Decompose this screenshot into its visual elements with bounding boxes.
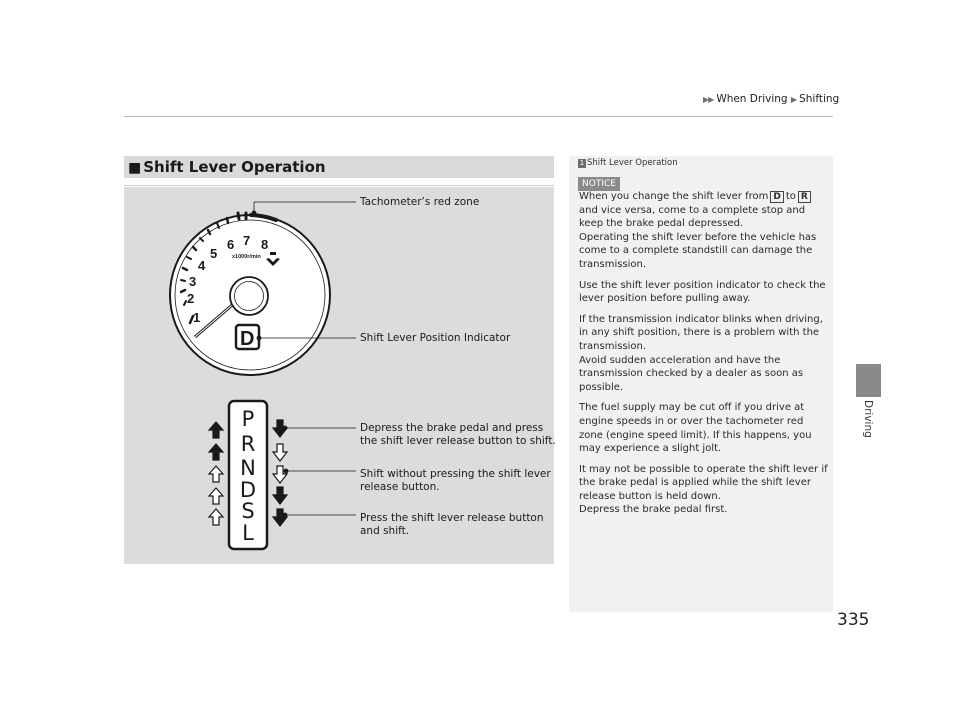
arrow-up-filled-icon xyxy=(209,444,223,460)
callout-line: and shift. xyxy=(360,525,410,537)
callout-brake-shift xyxy=(360,422,556,448)
arrow-down-filled-icon xyxy=(273,420,287,437)
arrow-up-outline-icon xyxy=(209,509,223,525)
gauge-number: 1 xyxy=(193,310,201,325)
gauge-number: 5 xyxy=(210,246,218,261)
chapter-label: Driving xyxy=(862,400,874,438)
shift-gate-letters xyxy=(240,407,256,545)
callout-red-zone: Tachometer’s red zone xyxy=(360,196,480,208)
section-title-text: Shift Lever Operation xyxy=(143,158,326,176)
gauge-unit-label: x1000r/min xyxy=(232,254,261,260)
paragraph: Use the shift lever position indicator to check the lever position before pulling away. xyxy=(579,279,826,305)
arrow-up-filled-icon xyxy=(209,422,223,438)
arrow-up-outline-icon xyxy=(209,466,223,482)
gauge-number: 4 xyxy=(198,258,206,273)
paragraph: If the transmission indicator blinks when driving, in any shift position, there is a problem with the transmission. xyxy=(579,313,823,352)
key-d-icon: D xyxy=(770,191,783,203)
gear-letter: N xyxy=(240,456,256,480)
sidebar-heading xyxy=(578,158,678,168)
gauge-hub xyxy=(230,277,268,315)
gear-letter: P xyxy=(241,407,255,431)
gauge-number: 3 xyxy=(189,274,197,289)
notice-badge: NOTICE xyxy=(578,177,620,191)
gauge-number: 7 xyxy=(243,233,251,248)
paragraph: Avoid sudden acceleration and have the transmission checked by a dealer as soon as possible. xyxy=(579,354,804,393)
breadcrumb-item: When Driving xyxy=(716,93,788,105)
shift-lever-illustration xyxy=(124,187,554,564)
callout-line: the shift lever release button to shift. xyxy=(360,435,556,447)
section-divider xyxy=(124,185,554,186)
gear-letter: S xyxy=(241,499,255,523)
breadcrumb-arrow-icon: ▶▶ xyxy=(703,95,714,104)
breadcrumb xyxy=(703,93,839,105)
arrow-down-outline-icon xyxy=(273,444,287,461)
tachometer-gauge xyxy=(170,213,330,375)
callout-line: Press the shift lever release button xyxy=(360,512,544,524)
sidebar-body xyxy=(579,190,829,524)
gauge-number: 6 xyxy=(227,237,235,252)
shift-arrows-up xyxy=(209,422,223,525)
section-marker-icon: ■ xyxy=(128,160,142,176)
callout-line: release button. xyxy=(360,481,440,493)
breadcrumb-item: Shifting xyxy=(799,93,840,105)
callout-free-shift xyxy=(360,468,551,494)
gauge-number: 8 xyxy=(261,237,269,252)
paragraph: Depress the brake pedal first. xyxy=(579,504,728,516)
paragraph: It may not be possible to operate the shift lever if the brake pedal is applied while the shift lever release button is held down. xyxy=(579,463,828,502)
gear-letter: D xyxy=(239,478,257,502)
reference-number: 1 xyxy=(579,159,585,167)
paragraph: The fuel supply may be cut off if you drive at engine speeds in or over the tachometer red zone (engine speed limit). If this happens, you may experience a slight jolt. xyxy=(579,402,812,455)
arrow-down-filled-icon xyxy=(273,509,287,526)
key-r-icon: R xyxy=(798,191,811,203)
chapter-tab xyxy=(856,364,881,397)
callout-position-indicator: Shift Lever Position Indicator xyxy=(360,332,511,344)
arrow-down-outline-icon xyxy=(273,466,287,483)
callout-line: Shift without pressing the shift lever xyxy=(360,468,551,480)
gear-letter: L xyxy=(242,521,254,545)
callout-press-shift xyxy=(360,512,544,538)
position-indicator-letter: D xyxy=(240,328,255,350)
paragraph: Operating the shift lever before the vehicle has come to a complete standstill can damage the transmission. xyxy=(579,231,817,270)
breadcrumb-arrow-icon: ▶ xyxy=(790,95,797,104)
page-number: 335 xyxy=(837,610,870,630)
paragraph: When you change the shift lever from D to Rand vice versa, come to a complete stop and keep the brake pedal depressed. xyxy=(579,190,829,231)
sidebar-heading-text: Shift Lever Operation xyxy=(587,158,678,168)
gear-letter: R xyxy=(240,432,256,456)
arrow-up-outline-icon xyxy=(209,488,223,504)
gauge-number: 2 xyxy=(187,291,195,306)
section-title xyxy=(128,158,326,176)
header-divider xyxy=(124,116,833,117)
callout-line: Depress the brake pedal and press xyxy=(360,422,544,434)
arrow-down-filled-icon xyxy=(273,487,287,504)
